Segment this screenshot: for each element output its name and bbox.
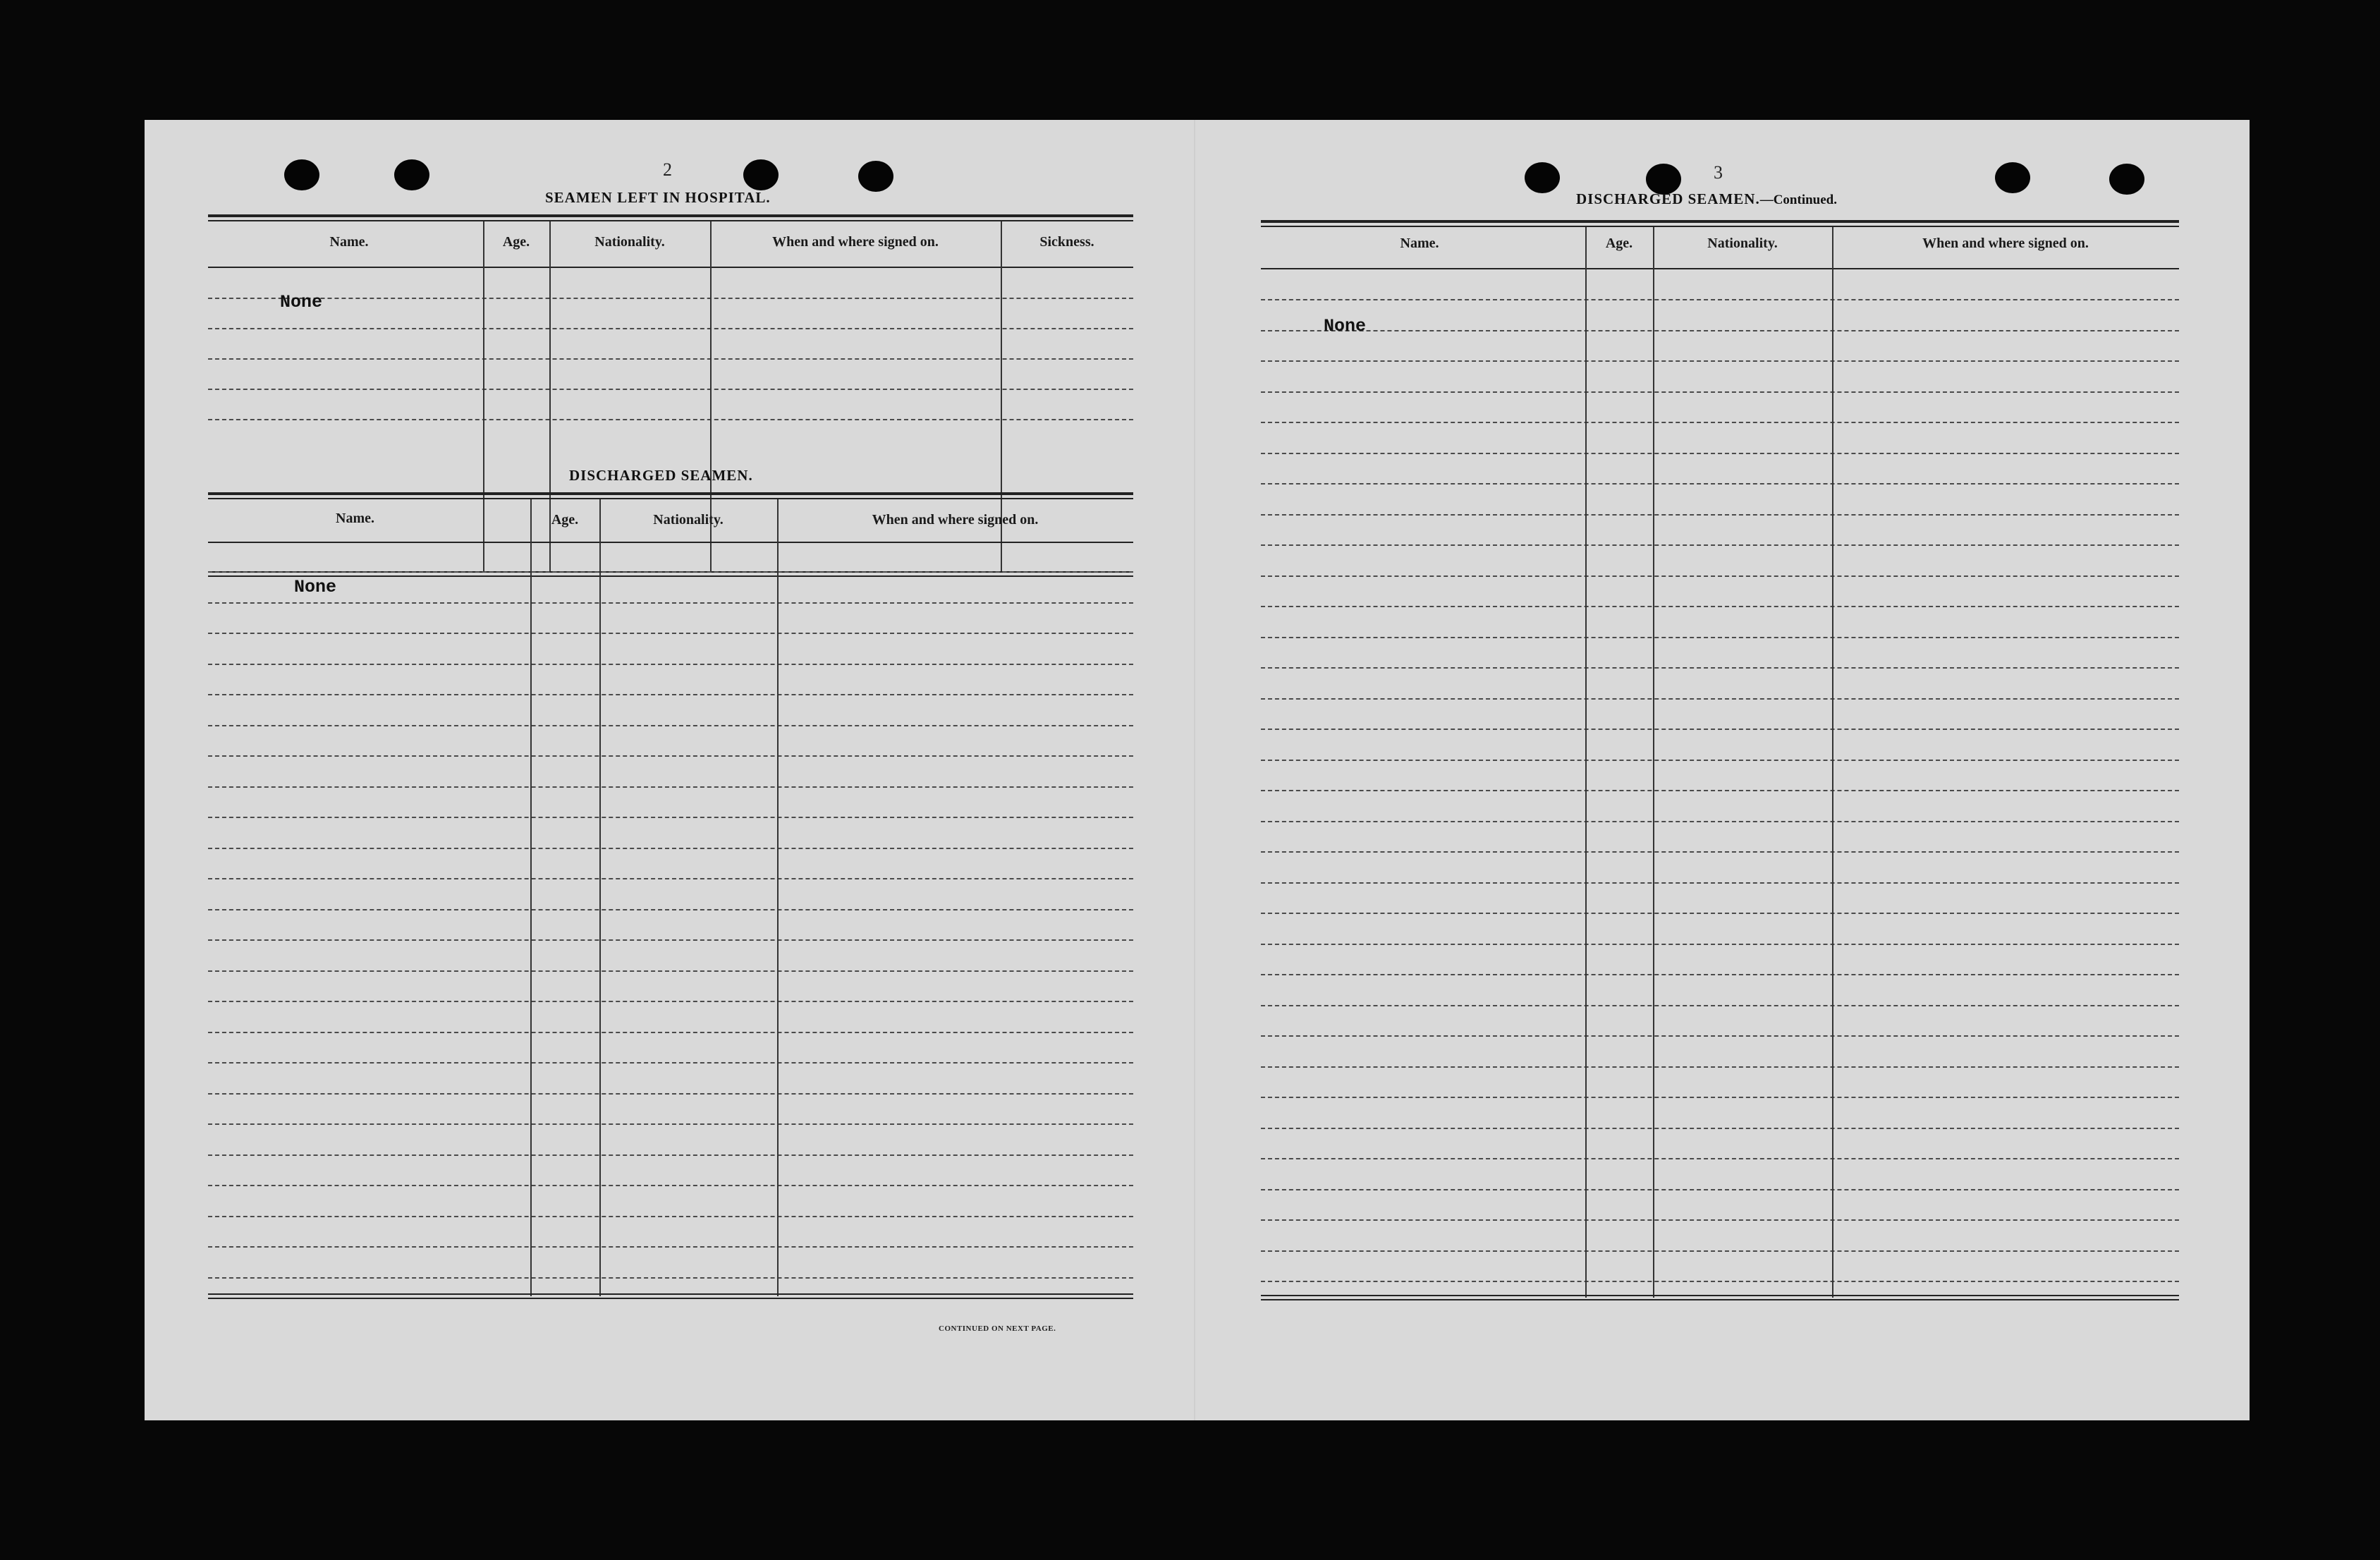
hospital-col-sickness: Sickness. <box>1039 234 1094 250</box>
ruled-line <box>1261 851 2179 853</box>
ruled-line <box>1261 422 2179 423</box>
ruled-line <box>1261 790 2179 791</box>
ruled-line <box>1261 913 2179 914</box>
ruled-line <box>208 664 1133 665</box>
ruled-line <box>1261 514 2179 516</box>
discharged-divider <box>599 499 601 1296</box>
ruled-line <box>1261 760 2179 761</box>
right-divider <box>1653 227 1654 1298</box>
ruled-line <box>1261 1066 2179 1068</box>
right-divider <box>1585 227 1587 1298</box>
ruled-line <box>1261 391 2179 393</box>
discharged-section-title: DISCHARGED SEAMEN. <box>569 467 753 484</box>
ruled-line <box>1261 299 2179 300</box>
ruled-line <box>1261 330 2179 331</box>
ruled-line <box>208 755 1133 757</box>
ruled-line <box>208 848 1133 849</box>
ruled-line <box>1261 453 2179 454</box>
ruled-line <box>208 939 1133 941</box>
ruled-line <box>1261 974 2179 975</box>
ruled-line <box>1261 882 2179 884</box>
right-col-nationality: Nationality. <box>1707 236 1778 251</box>
ruled-line <box>1261 637 2179 638</box>
hospital-col-name: Name. <box>329 234 369 250</box>
ruled-line <box>1261 1005 2179 1006</box>
ruled-line <box>208 817 1133 818</box>
discharged-entry-name: None <box>294 577 337 597</box>
ruled-line <box>1261 1128 2179 1129</box>
discharged-bottom-rule <box>208 1293 1133 1295</box>
ruled-line <box>208 909 1133 910</box>
ruled-line <box>208 633 1133 634</box>
ruled-line <box>208 1277 1133 1279</box>
hospital-col-signed-on: When and where signed on. <box>772 234 939 250</box>
ruled-line <box>208 878 1133 879</box>
ruled-line <box>1261 1189 2179 1190</box>
ruled-line <box>208 298 1133 299</box>
ruled-line <box>208 1216 1133 1217</box>
ruled-line <box>208 419 1133 420</box>
ruled-line <box>1261 483 2179 485</box>
discharged-continued-title-main: DISCHARGED SEAMEN. <box>1576 190 1760 207</box>
ruled-line <box>208 1062 1133 1064</box>
page-number: 3 <box>1714 162 1723 183</box>
discharged-col-name: Name. <box>336 511 374 526</box>
ruled-line <box>1261 360 2179 362</box>
ruled-line <box>1261 1250 2179 1252</box>
discharged-col-nationality: Nationality. <box>653 512 724 528</box>
ruled-line <box>208 1246 1133 1248</box>
ruled-line <box>208 1001 1133 1002</box>
ruled-line <box>1261 1158 2179 1159</box>
ruled-line <box>1261 544 2179 546</box>
right-col-age: Age. <box>1605 236 1633 251</box>
ruled-line <box>208 786 1133 788</box>
hospital-col-age: Age. <box>502 234 530 250</box>
hospital-header-rule <box>208 267 1133 268</box>
right-col-name: Name. <box>1400 236 1439 251</box>
hospital-top-rule <box>208 214 1133 217</box>
right-divider <box>1832 227 1833 1298</box>
ruled-line <box>208 602 1133 604</box>
punch-hole <box>858 161 893 192</box>
punch-hole <box>2109 164 2144 195</box>
punch-hole <box>284 159 319 190</box>
ruled-line <box>1261 1035 2179 1037</box>
right-bottom-rule <box>1261 1295 2179 1296</box>
discharged-col-signed-on: When and where signed on. <box>872 512 1039 528</box>
hospital-entry-name: None <box>280 292 323 312</box>
ruled-line <box>1261 575 2179 577</box>
discharged-top-rule <box>208 492 1133 495</box>
right-bottom-rule-2 <box>1261 1299 2179 1300</box>
hospital-col-nationality: Nationality. <box>594 234 665 250</box>
ruled-line <box>208 358 1133 360</box>
punch-hole <box>743 159 779 190</box>
manifest-sheet <box>145 120 2250 1420</box>
ruled-line <box>208 1093 1133 1095</box>
discharged-col-age: Age. <box>551 512 579 528</box>
punch-hole <box>1525 162 1560 193</box>
ruled-line <box>1261 698 2179 700</box>
ruled-line <box>1261 944 2179 945</box>
ruled-line <box>1261 1281 2179 1282</box>
discharged-divider <box>530 499 532 1296</box>
ruled-line <box>1261 667 2179 669</box>
ruled-line <box>1261 1097 2179 1098</box>
ruled-line <box>208 725 1133 726</box>
ruled-line <box>208 970 1133 972</box>
ruled-line <box>208 328 1133 329</box>
ruled-line <box>208 571 1133 573</box>
discharged-top-rule-2 <box>208 498 1133 499</box>
right-header-rule <box>1261 268 2179 269</box>
right-col-signed-on: When and where signed on. <box>1922 236 2089 251</box>
discharged-continued-title <box>1576 190 1837 208</box>
right-discharged-entry-name: None <box>1324 316 1367 336</box>
hospital-section-title: SEAMEN LEFT IN HOSPITAL. <box>545 189 771 206</box>
ruled-line <box>208 1154 1133 1156</box>
center-fold <box>1194 120 1195 1420</box>
ruled-line <box>208 1032 1133 1033</box>
page-number: 2 <box>663 159 672 180</box>
ruled-line <box>1261 606 2179 607</box>
discharged-header-rule <box>208 542 1133 543</box>
ruled-line <box>1261 821 2179 822</box>
discharged-continued-suffix: —Continued. <box>1759 193 1837 207</box>
discharged-divider <box>777 499 779 1296</box>
ruled-line <box>1261 1219 2179 1221</box>
punch-hole <box>394 159 429 190</box>
ruled-line <box>208 1185 1133 1186</box>
hospital-top-rule-2 <box>208 220 1133 221</box>
ruled-line <box>208 694 1133 695</box>
hospital-bottom-rule-2 <box>208 575 1133 577</box>
right-top-rule-2 <box>1261 226 2179 227</box>
ruled-line <box>208 1123 1133 1125</box>
punch-hole <box>1995 162 2030 193</box>
continued-footer: CONTINUED ON NEXT PAGE. <box>939 1324 1056 1333</box>
discharged-bottom-rule-2 <box>208 1298 1133 1299</box>
ruled-line <box>1261 729 2179 730</box>
ruled-line <box>208 389 1133 390</box>
right-top-rule <box>1261 220 2179 223</box>
